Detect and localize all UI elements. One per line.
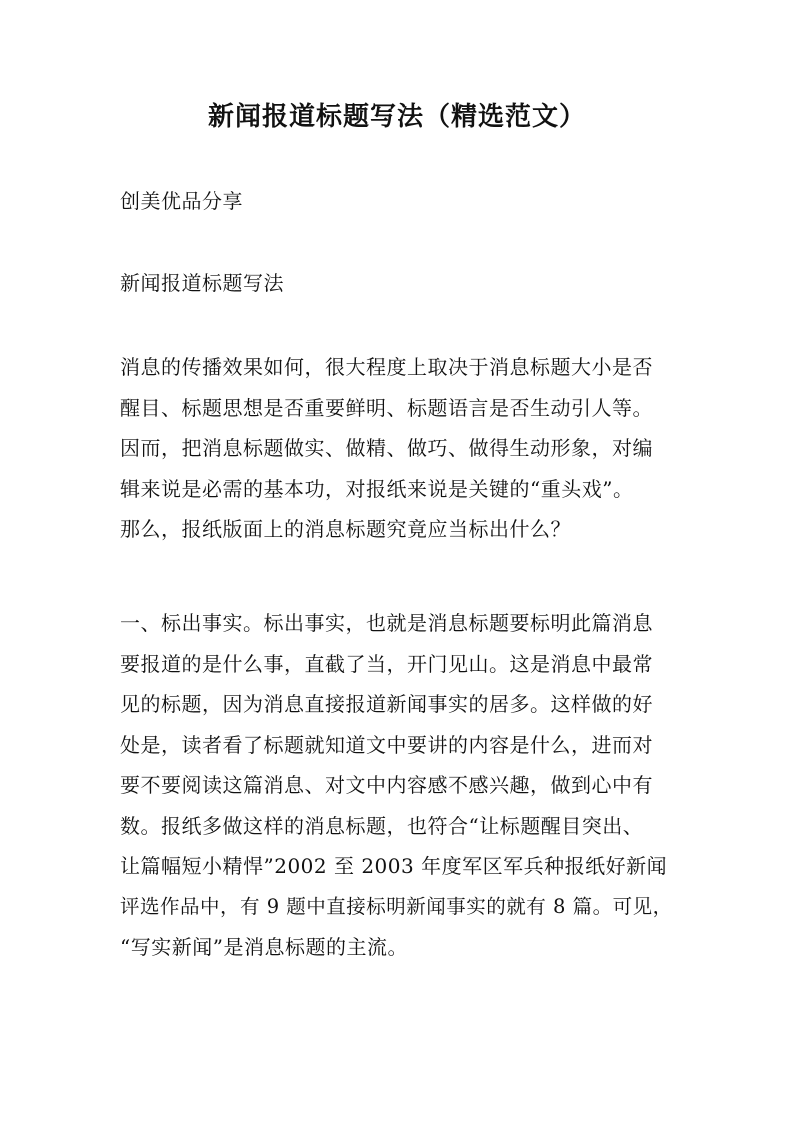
- paragraph-line: 因而，把消息标题做实、做精、做巧、做得生动形象，对编: [120, 436, 653, 460]
- paragraph-line: 数。报纸多做这样的消息标题，也符合“让标题醒目突出、: [120, 813, 644, 838]
- paragraph-point-one: [120, 603, 676, 968]
- paragraph-line: 见的标题，因为消息直接报道新闻事实的居多。这样做的好: [120, 692, 653, 716]
- source-label: 创美优品分享: [120, 189, 243, 213]
- section-heading: 新闻报道标题写法: [120, 271, 284, 295]
- document-title: 新闻报道标题写法（精选范文）: [207, 102, 586, 132]
- paragraph-line: 一、标出事实。标出事实，也就是消息标题要标明此篇消息: [120, 611, 653, 635]
- paragraph-line: 那么，报纸版面上的消息标题究竟应当标出什么？: [120, 517, 571, 541]
- paragraph-line: 消息的传播效果如何，很大程度上取决于消息标题大小是否: [120, 355, 653, 379]
- paragraph-line: “写实新闻”是消息标题的主流。: [120, 935, 408, 959]
- paragraph-line: 辑来说是必需的基本功，对报纸来说是关键的“重头戏”。: [120, 476, 634, 501]
- paragraph-intro: [120, 347, 676, 550]
- paragraph-line: 要不要阅读这篇消息、对文中内容感不感兴趣，做到心中有: [120, 773, 653, 797]
- paragraph-line: 让篇幅短小精悍”2002 至 2003 年度军区军兵种报纸好新闻: [120, 854, 668, 878]
- paragraph-line: 醒目、标题思想是否重要鲜明、标题语言是否生动引人等。: [120, 395, 653, 420]
- paragraph-line: 要报道的是什么事，直截了当，开门见山。这是消息中最常: [120, 651, 653, 676]
- paragraph-line: 评选作品中，有 9 题中直接标明新闻事实的就有 8 篇。可见，: [120, 894, 673, 918]
- paragraph-line: 处是，读者看了标题就知道文中要讲的内容是什么，进而对: [120, 732, 653, 757]
